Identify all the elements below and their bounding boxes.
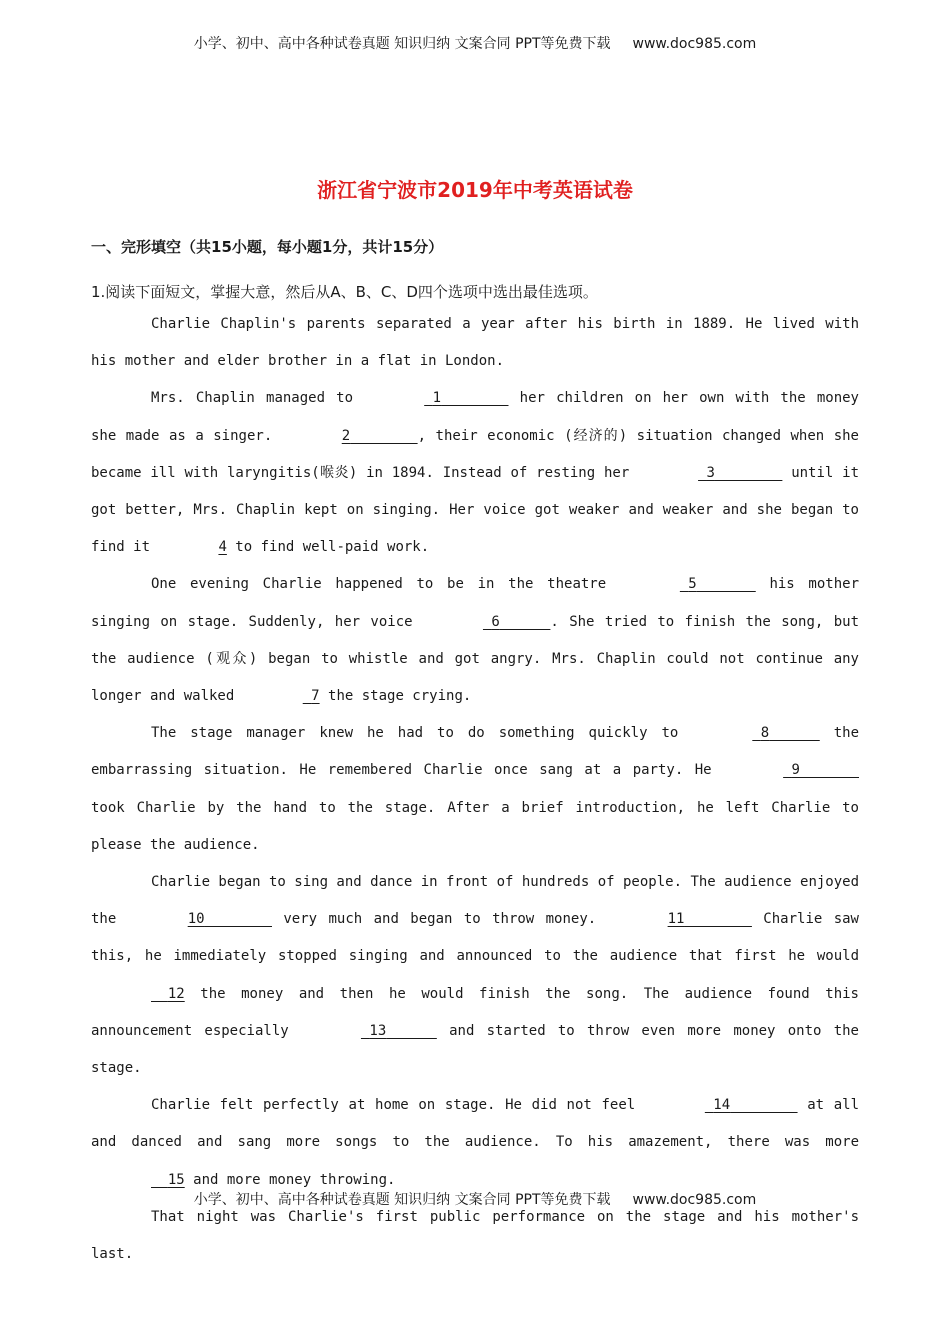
page-header [0, 33, 950, 53]
paragraph-text: Charlie Chaplin's parents separated a year after his birth in 1889. He lived with his mother and elder brother in a flat in London. [91, 316, 859, 370]
blank-1: 1 [432, 390, 442, 407]
paragraph-6 [91, 1087, 859, 1199]
paragraph-text: took Charlie by the hand to the stage. After a brief introduction, he left Charlie to please the audience. [91, 799, 859, 853]
blank-12: 12 [167, 985, 185, 1002]
footer-text: 小学、初中、高中各种试卷真题 知识归纳 文案合同 PPT等免费下载 [193, 1192, 611, 1208]
paragraph-text: Charlie began to sing and dance in front of hundreds of people. The audience enjoyed the [91, 874, 860, 928]
paragraph-text: The stage manager knew he had to do something quickly to [151, 725, 693, 742]
paragraph-text: until it got better, Mrs. Chaplin kept on singing. Her voice got weaker and weaker and she began to find it [91, 464, 860, 556]
paragraph-text: the embarrassing situation. He remembered Charlie once sang at a party. He [91, 725, 859, 779]
paragraph-text: her children on her own with the money she made as a singer. [91, 390, 859, 444]
header-text: 小学、初中、高中各种试卷真题 知识归纳 文案合同 PPT等免费下载 [193, 36, 611, 52]
blank-15: 15 [167, 1171, 185, 1188]
paragraph-text: . She tried to finish the song, but the audience (观众) began to whistle and got angry. Mrs. Chaplin could not continue any longer and walked [91, 613, 859, 705]
blank-8: 8 [760, 725, 770, 742]
exam-title: 浙江省宁波市2019年中考英语试卷 [317, 178, 633, 202]
blank-7: 7 [311, 688, 320, 705]
blank-6: 6 [491, 613, 500, 630]
blank-5: 5 [688, 576, 697, 593]
blank-14: 14 [713, 1097, 731, 1114]
question-instruction: 1.阅读下面短文，掌握大意，然后从A、B、C、D四个选项中选出最佳选项。 [91, 283, 598, 301]
blank-3: 3 [706, 464, 715, 481]
paragraph-4 [91, 715, 859, 864]
paragraph-text: the stage crying. [319, 688, 472, 705]
paragraph-2 [91, 380, 859, 566]
paragraph-3 [91, 566, 859, 715]
section-heading: 一、完形填空（共15小题，每小题1分，共计15分） [91, 238, 444, 256]
paragraph-text: very much and began to throw money. [271, 911, 608, 928]
paragraph-text: Charlie saw this, he immediately stopped singing and announced to the audience that first he would [91, 911, 859, 965]
paragraph-text: to find well-paid work. [226, 539, 430, 556]
paragraph-text: his mother singing on stage. Suddenly, her voice [91, 576, 860, 630]
header-site: www.doc985.com [632, 36, 757, 52]
paragraph-5 [91, 864, 859, 1087]
blank-2: 2 [341, 427, 351, 444]
paragraph-text: at all and danced and sang more songs to the audience. To his amazement, there was more [91, 1097, 859, 1151]
footer-site: www.doc985.com [632, 1192, 757, 1208]
blank-11: 11 [667, 911, 685, 928]
paragraph-text: , their economic (经济的) situation changed when she became ill with laryngitis(喉炎) in 1894. Instead of resting her [91, 427, 859, 481]
paragraph-text: Mrs. Chaplin managed to [151, 390, 365, 407]
blank-10: 10 [187, 911, 205, 928]
blank-4: 4 [218, 539, 227, 556]
paragraph-7 [91, 1199, 859, 1273]
page-footer [0, 1189, 950, 1209]
paragraph-text: and started to throw even more money onto the stage. [91, 1022, 859, 1077]
paragraph-1 [91, 306, 859, 380]
paragraph-text: and more money throwing. [184, 1171, 396, 1188]
paragraph-text: One evening Charlie happened to be in the theatre [151, 576, 620, 593]
paragraph-text: That night was Charlie's first public performance on the stage and his mother's last. [91, 1208, 859, 1263]
blank-13: 13 [369, 1022, 387, 1039]
paragraph-text: the money and then he would finish the song. The audience found this announcement especially [91, 985, 859, 1039]
cloze-passage [91, 306, 859, 1273]
blank-9: 9 [791, 762, 800, 779]
paragraph-text: Charlie felt perfectly at home on stage. He did not feel [151, 1097, 645, 1114]
